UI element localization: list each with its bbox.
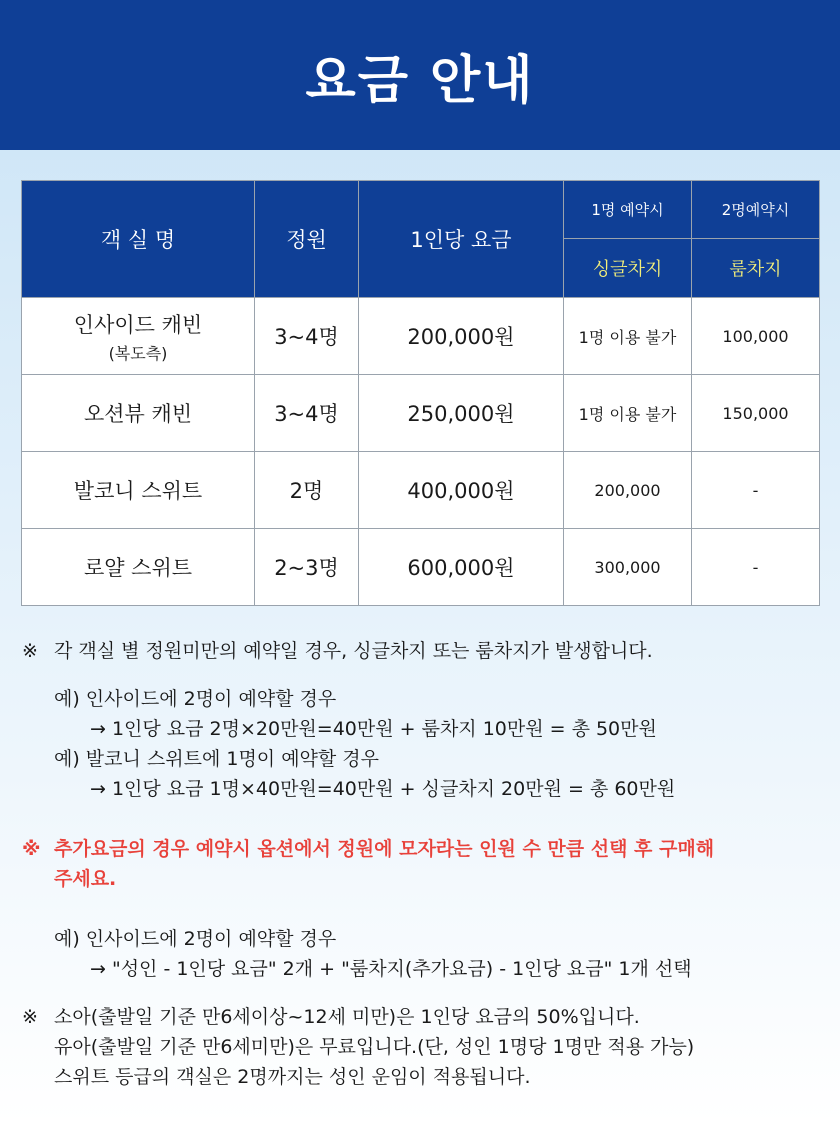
- notes-section: [22, 636, 822, 1092]
- single-surcharge-cell: 300,000: [564, 529, 692, 606]
- page-title: 요금 안내: [305, 50, 535, 111]
- table-row: [22, 529, 820, 606]
- price-cell: 250,000원: [359, 375, 564, 452]
- note-surcharge: [22, 636, 822, 666]
- single-surcharge-cell: 1명 이용 불가: [564, 375, 692, 452]
- table-row: [22, 375, 820, 452]
- table-row: [22, 298, 820, 375]
- capacity-cell: 2~3명: [255, 529, 359, 606]
- room-surcharge-cell: -: [692, 529, 820, 606]
- note-extra-charge: [22, 834, 822, 894]
- reference-mark: ※: [22, 640, 38, 662]
- reference-mark: ※: [22, 838, 41, 860]
- single-surcharge-cell: 200,000: [564, 452, 692, 529]
- example-detail: → "성인 - 1인당 요금" 2개 + "룸차지(추가요금) - 1인당 요금" 1개 선택: [90, 958, 692, 980]
- note-text: 각 객실 별 정원미만의 예약일 경우, 싱글차지 또는 룸차지가 발생합니다.: [54, 640, 653, 662]
- example-detail: → 1인당 요금 2명×20만원=40만원 + 룸차지 10만원 = 총 50만원: [90, 718, 657, 740]
- note-text: 유아(출발일 기준 만6세미만)은 무료입니다.(단, 성인 1명당 1명만 적용 가능): [54, 1036, 695, 1058]
- example-title: 예) 발코니 스위트에 1명이 예약할 경우: [54, 748, 380, 770]
- example-title: 예) 인사이드에 2명이 예약할 경우: [54, 688, 337, 710]
- reference-mark: ※: [22, 1006, 38, 1028]
- note-text: 추가요금의 경우 예약시 옵션에서 정원에 모자라는 인원 수 만큼 선택 후 구매해: [54, 838, 715, 860]
- price-cell: 200,000원: [359, 298, 564, 375]
- single-surcharge-cell: 1명 이용 불가: [564, 298, 692, 375]
- header-single-surcharge: 싱글차지: [564, 239, 692, 298]
- room-name-cell: 로얄 스위트: [22, 529, 255, 606]
- capacity-cell: 2명: [255, 452, 359, 529]
- note-text: 스위트 등급의 객실은 2명까지는 성인 운임이 적용됩니다.: [54, 1066, 531, 1088]
- room-surcharge-cell: 100,000: [692, 298, 820, 375]
- note-child-fare: [22, 1002, 822, 1092]
- table-row: [22, 452, 820, 529]
- capacity-cell: 3~4명: [255, 298, 359, 375]
- price-cell: 600,000원: [359, 529, 564, 606]
- fee-table: [21, 180, 820, 606]
- room-name-cell: 오션뷰 캐빈: [22, 375, 255, 452]
- capacity-cell: 3~4명: [255, 375, 359, 452]
- header-booking-one: 1명 예약시: [564, 181, 692, 239]
- header-booking-two: 2명예약시: [692, 181, 820, 239]
- header-capacity: 정원: [255, 181, 359, 298]
- room-name-cell: 발코니 스위트: [22, 452, 255, 529]
- room-surcharge-cell: 150,000: [692, 375, 820, 452]
- room-name-cell: [22, 298, 255, 375]
- room-name: 인사이드 캐빈: [73, 312, 203, 337]
- example-title: 예) 인사이드에 2명이 예약할 경우: [54, 928, 337, 950]
- note-text: 주세요.: [54, 868, 117, 890]
- header-room-surcharge: 룸차지: [692, 239, 820, 298]
- header-price-per-person: 1인당 요금: [359, 181, 564, 298]
- room-surcharge-cell: -: [692, 452, 820, 529]
- title-banner: [0, 0, 840, 150]
- price-cell: 400,000원: [359, 452, 564, 529]
- note-text: 소아(출발일 기준 만6세이상~12세 미만)은 1인당 요금의 50%입니다.: [54, 1006, 640, 1028]
- room-note: (복도측): [108, 343, 168, 363]
- header-room-name: 객 실 명: [22, 181, 255, 298]
- example-detail: → 1인당 요금 1명×40만원=40만원 + 싱글차지 20만원 = 총 60만원: [90, 778, 676, 800]
